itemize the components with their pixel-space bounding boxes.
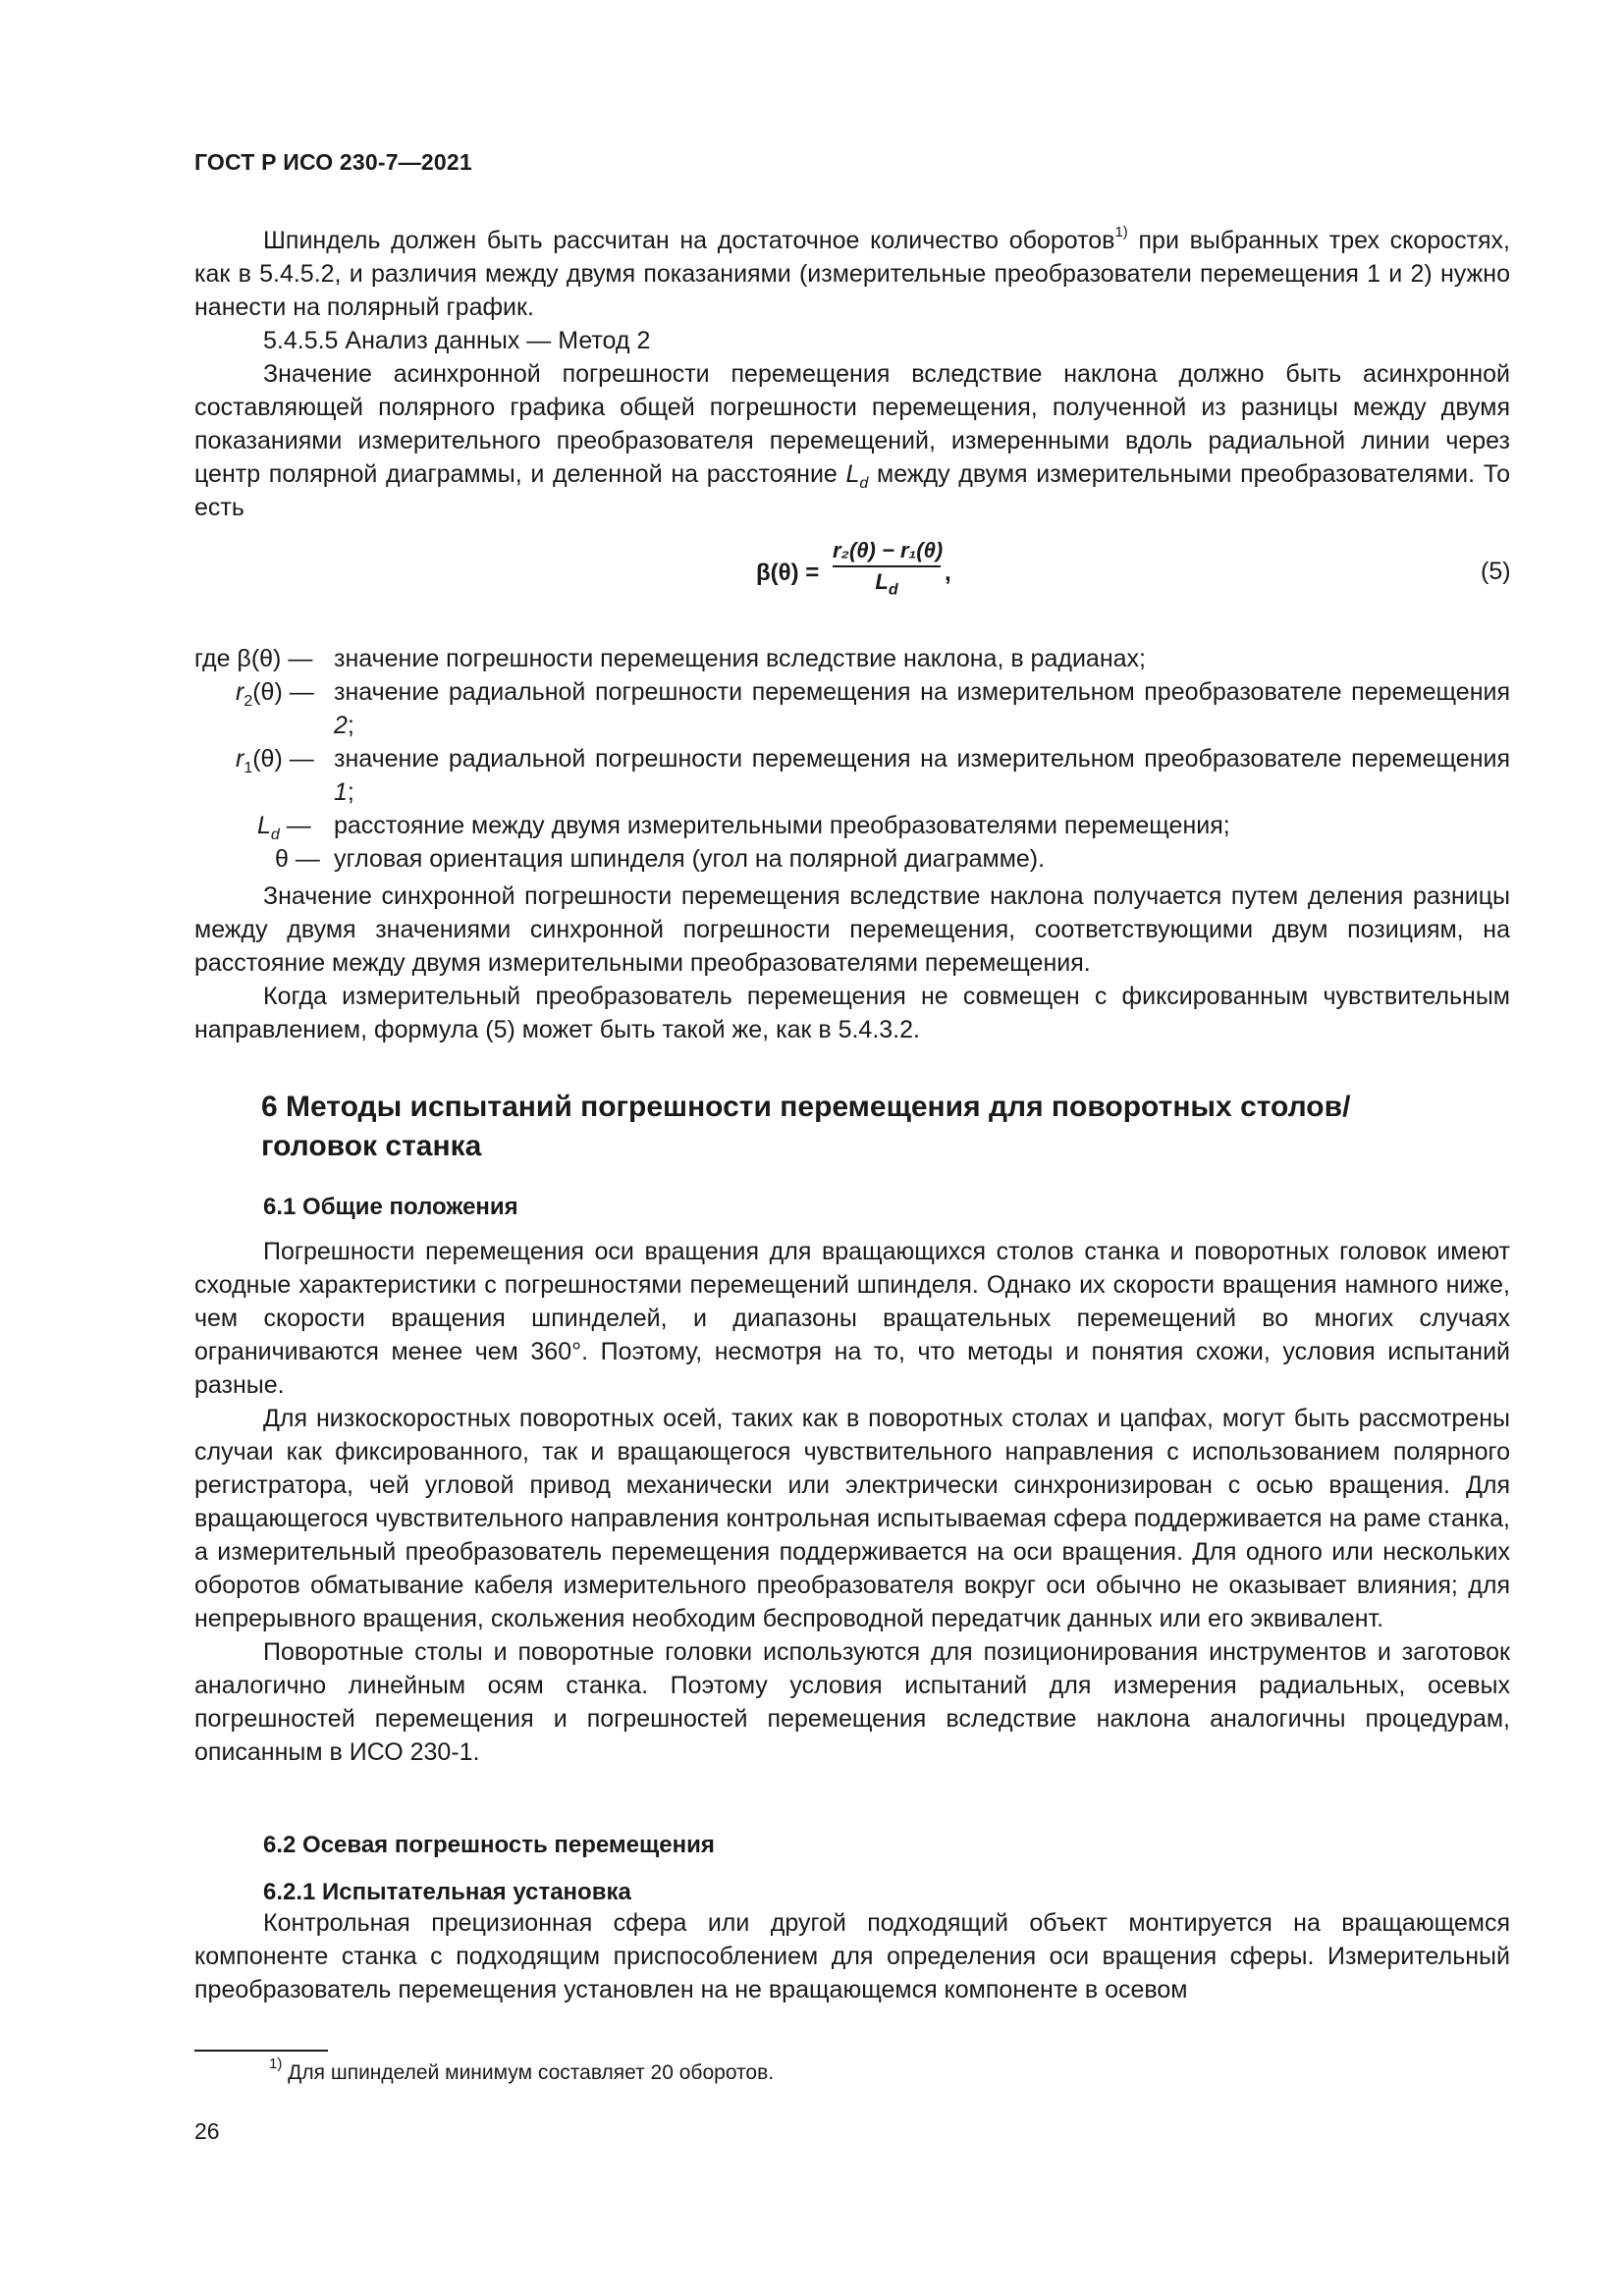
where-symbol-Ld: $L_d$ — <box>257 812 311 843</box>
section-6-1-paragraph-1: Погрешности перемещения оси вращения для вращающихся столов станка и поворотных головок имеют сходные характеристики с погрешностями перемещений шпинделя. Однако их скорости вращения намного ниже, чем скорости вращения шпинделей, и диапазоны вращательных перемещений во многих случаях ограничиваются менее чем 360°. Поэтому, несмотря на то, что методы и понятия схожи, условия испытаний разные. <box>194 1238 1510 1399</box>
where-symbol-beta: где β(θ) — <box>194 645 313 672</box>
paragraph-synchronous-error: Значение синхронной погрешности перемещения вследствие наклона получается путем деления разницы между двумя значениями синхронной погрешности перемещения, соответствующими двум позициям, на расстояние между двумя измерительными преобразователями перемещения. <box>194 882 1510 977</box>
footnote: $^{1)}$ Для шпинделей минимум составляет 20 оборотов. <box>269 2056 775 2084</box>
intro-paragraph-3: Значение асинхронной погрешности перемещения вследствие наклона должно быть асинхронной составляющей полярного графика общей погрешности перемещения, полученной из разницы между двумя показаниями измерительного преобразователя перемещений, измеренными вдоль радиальной линии через центр полярной диаграммы, и деленной на расстояние $L_d$ между двумя измерительными преобразователями. То есть <box>194 360 1510 521</box>
section-6-1-title: 6.1 Общие положения <box>263 1194 518 1220</box>
section-6-2-title: 6.2 Осевая погрешность перемещения <box>263 1832 715 1858</box>
where-symbol-theta: θ — <box>275 845 320 873</box>
where-symbol-r1: $r_1(\theta)$ — <box>236 745 314 776</box>
formula-lhs: β(θ) = <box>756 560 820 586</box>
subsection-5-4-5-5-title: 5.4.5.5 Анализ данных — Метод 2 <box>263 327 651 354</box>
formula-numerator: r₂(θ) − r₁(θ) <box>833 538 941 567</box>
where-item-Ld: $L_d$ — расстояние между двумя измерительными преобразователями перемещения; <box>194 809 1510 842</box>
where-item-beta: где β(θ) — значение погрешности перемещения вследствие наклона, в радианах; <box>194 642 1510 675</box>
equation-number: (5) <box>1481 558 1511 585</box>
where-symbol-r2: $r_2(\theta)$ — <box>236 678 314 710</box>
footnote-ref: 1) <box>1114 223 1128 240</box>
section-6-1-paragraph-3: Поворотные столы и поворотные головки используются для позиционирования инструментов и заготовок аналогично линейным осям станка. Поэтому условия испытаний для измерения радиальных, осевых погрешностей перемещения и погрешностей перемещения вследствие наклона аналогичны процедурам, описанным в ИСО 230-1. <box>194 1638 1510 1766</box>
section-6-2-1-paragraph-1: Контрольная прецизионная сфера или другой подходящий объект монтируется на вращающемся компоненте станка с подходящим приспособлением для определения оси вращения сферы. Измерительный преобразователь перемещения установлен на не вращающемся компоненте в осевом <box>194 1909 1510 2003</box>
after-formula-block <box>194 880 1510 1046</box>
formula-denominator: $L_d$ <box>875 569 898 599</box>
intro-block <box>194 224 1510 524</box>
paragraph-sensor-alignment: Когда измерительный преобразователь перемещения не совмещен с фиксированным чувствительным направлением, формула (5) может быть такой же, как в 5.4.3.2. <box>194 983 1510 1043</box>
intro-paragraph-1: Шпиндель должен быть рассчитан на достаточное количество оборотов$^{1)}$ при выбранных трех скоростях, как в 5.4.5.2, и различия между двумя показаниями (измерительные преобразователи перемещения 1 и 2) нужно нанести на полярный график. <box>194 223 1510 321</box>
section-6-2-1-body <box>194 1906 1510 2006</box>
section-6-2-1-title: 6.2.1 Испытательная установка <box>263 1879 631 1905</box>
where-item-r2: $r_2(\theta)$ — значение радиальной погрешности перемещения на измерительном преобразователе перемещения 2; <box>194 675 1510 742</box>
where-item-r1: $r_1(\theta)$ — значение радиальной погрешности перемещения на измерительном преобразователе перемещения 1; <box>194 742 1510 809</box>
where-item-theta: θ — угловая ориентация шпинделя (угол на полярной диаграмме). <box>194 842 1510 876</box>
formula-fraction <box>833 538 944 599</box>
footnote-separator <box>194 2050 328 2052</box>
formula-comma: , <box>945 560 951 586</box>
section-6-1-paragraph-2: Для низкоскоростных поворотных осей, таких как в поворотных столах и цапфах, могут быть рассмотрены случаи как фиксированного, так и вращающегося чувствительного направления с использованием полярного регистратора, чей угловой привод механически или электрически синхронизирован с осью вращения. Для вращающегося чувствительного направления контрольная испытываемая сфера поддерживается на раме станка, а измерительный преобразователь перемещения поддерживается на оси вращения. Для одного или нескольких оборотов обматывание кабеля измерительного преобразователя вокруг оси обычно не оказывает влияния; для непрерывного вращения, скольжения необходим беспроводной передатчик данных или его эквивалент. <box>194 1405 1510 1632</box>
page-number: 26 <box>194 2118 220 2144</box>
standard-header: ГОСТ Р ИСО 230-7—2021 <box>194 149 472 175</box>
section-6-title: 6 Методы испытаний погрешности перемещения для поворотных столов/головок станка <box>261 1091 1351 1162</box>
section-6-1-body <box>194 1235 1510 1769</box>
symbol-L: L <box>845 460 860 488</box>
where-list <box>194 642 1510 876</box>
